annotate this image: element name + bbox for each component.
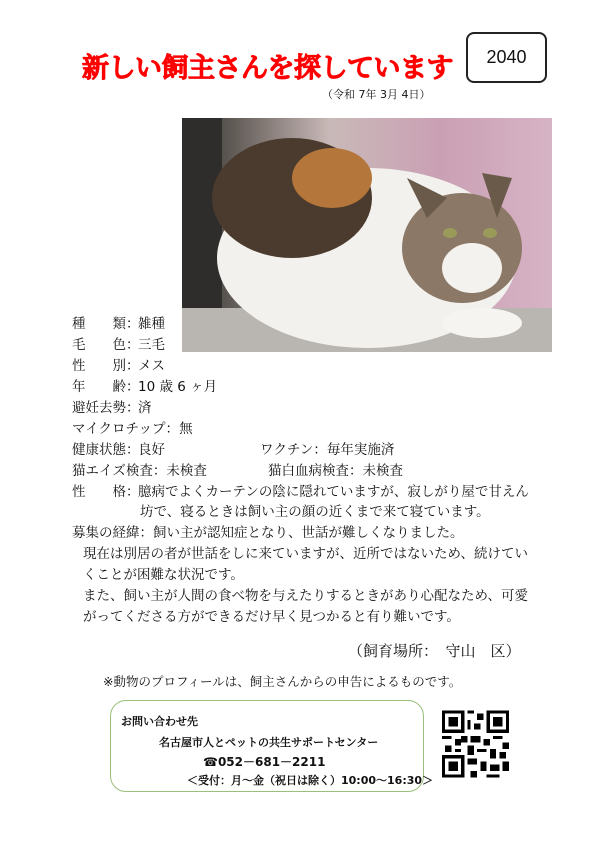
value: 雑種 (138, 316, 165, 332)
reason-line5: がってくださる方ができるだけ早く見つかると有り難いです。 (83, 609, 460, 625)
field-breed (72, 314, 165, 334)
reason-line4: また、飼い主が人間の食べ物を与えたりするときがあり心配なため、可愛 (83, 588, 528, 604)
label: 猫白血病検査： (268, 463, 363, 479)
value: 無 (179, 421, 193, 437)
contact-phone[interactable]: ☎052－681－2211 (203, 755, 326, 769)
label: 募集の経緯： (72, 525, 153, 541)
field-personality (72, 482, 529, 502)
value: 飼い主が認知症となり、世話が難しくなりました。 (153, 525, 464, 541)
contact-heading: お問い合わせ先 (121, 715, 198, 728)
field-reason (72, 523, 464, 543)
value: 10 歳 6 ヶ月 (138, 379, 218, 395)
contact-org: 名古屋市人とペットの共生サポートセンター (159, 736, 379, 749)
value: 未検査 (362, 463, 403, 479)
field-sex (72, 356, 165, 376)
label: 健康状態： (72, 442, 140, 458)
label: 種 類： (72, 316, 140, 332)
page-title: 新しい飼主さんを探しています (82, 53, 453, 84)
contact-box (110, 700, 434, 792)
reason-line2: 現在は別居の者が世話をしに来ていますが、近所ではないため、続けてい (83, 546, 528, 562)
label: 年 齢： (72, 379, 140, 395)
field-health (72, 440, 165, 460)
value: メス (138, 358, 165, 374)
label: 性 格： (72, 484, 140, 500)
field-felv (268, 461, 403, 481)
label: 避妊去勢： (72, 400, 140, 416)
label: 毛 色： (72, 337, 140, 353)
value: 臆病でよくカーテンの陰に隠れていますが、寂しがり屋で甘えん (138, 484, 529, 500)
contact-hours: ＜受付：月～金（祝日は除く）10:00～16:30＞ (187, 774, 434, 787)
value: 毎年実施済 (326, 442, 395, 458)
label: 性 別： (72, 358, 140, 374)
value: 未検査 (166, 463, 207, 479)
field-fiv (72, 461, 207, 481)
label: 猫エイズ検査： (72, 463, 167, 479)
qr-code[interactable] (442, 710, 509, 778)
date: （令和 7年 3月 4日） (322, 88, 431, 101)
reason-line3: くことが困難な状況です。 (83, 567, 244, 583)
id-number-box: 2040 (466, 32, 547, 83)
cat-photo (182, 118, 552, 352)
field-microchip (72, 419, 193, 439)
field-vaccine (260, 440, 394, 460)
value: 済 (138, 400, 152, 416)
location: （飼育場所： 守山 区） (348, 642, 521, 660)
value: 良好 (138, 442, 165, 458)
value: 三毛 (138, 337, 165, 353)
field-neutered (72, 398, 152, 418)
profile-note: ※動物のプロフィールは、飼主さんからの申告によるものです。 (103, 674, 462, 689)
label: マイクロチップ： (72, 421, 180, 437)
field-color (72, 335, 165, 355)
personality-line2: 坊で、寝るときは飼い主の顔の近くまで来て寝ています。 (140, 504, 490, 520)
field-age (72, 377, 217, 397)
label: ワクチン： (260, 442, 327, 458)
